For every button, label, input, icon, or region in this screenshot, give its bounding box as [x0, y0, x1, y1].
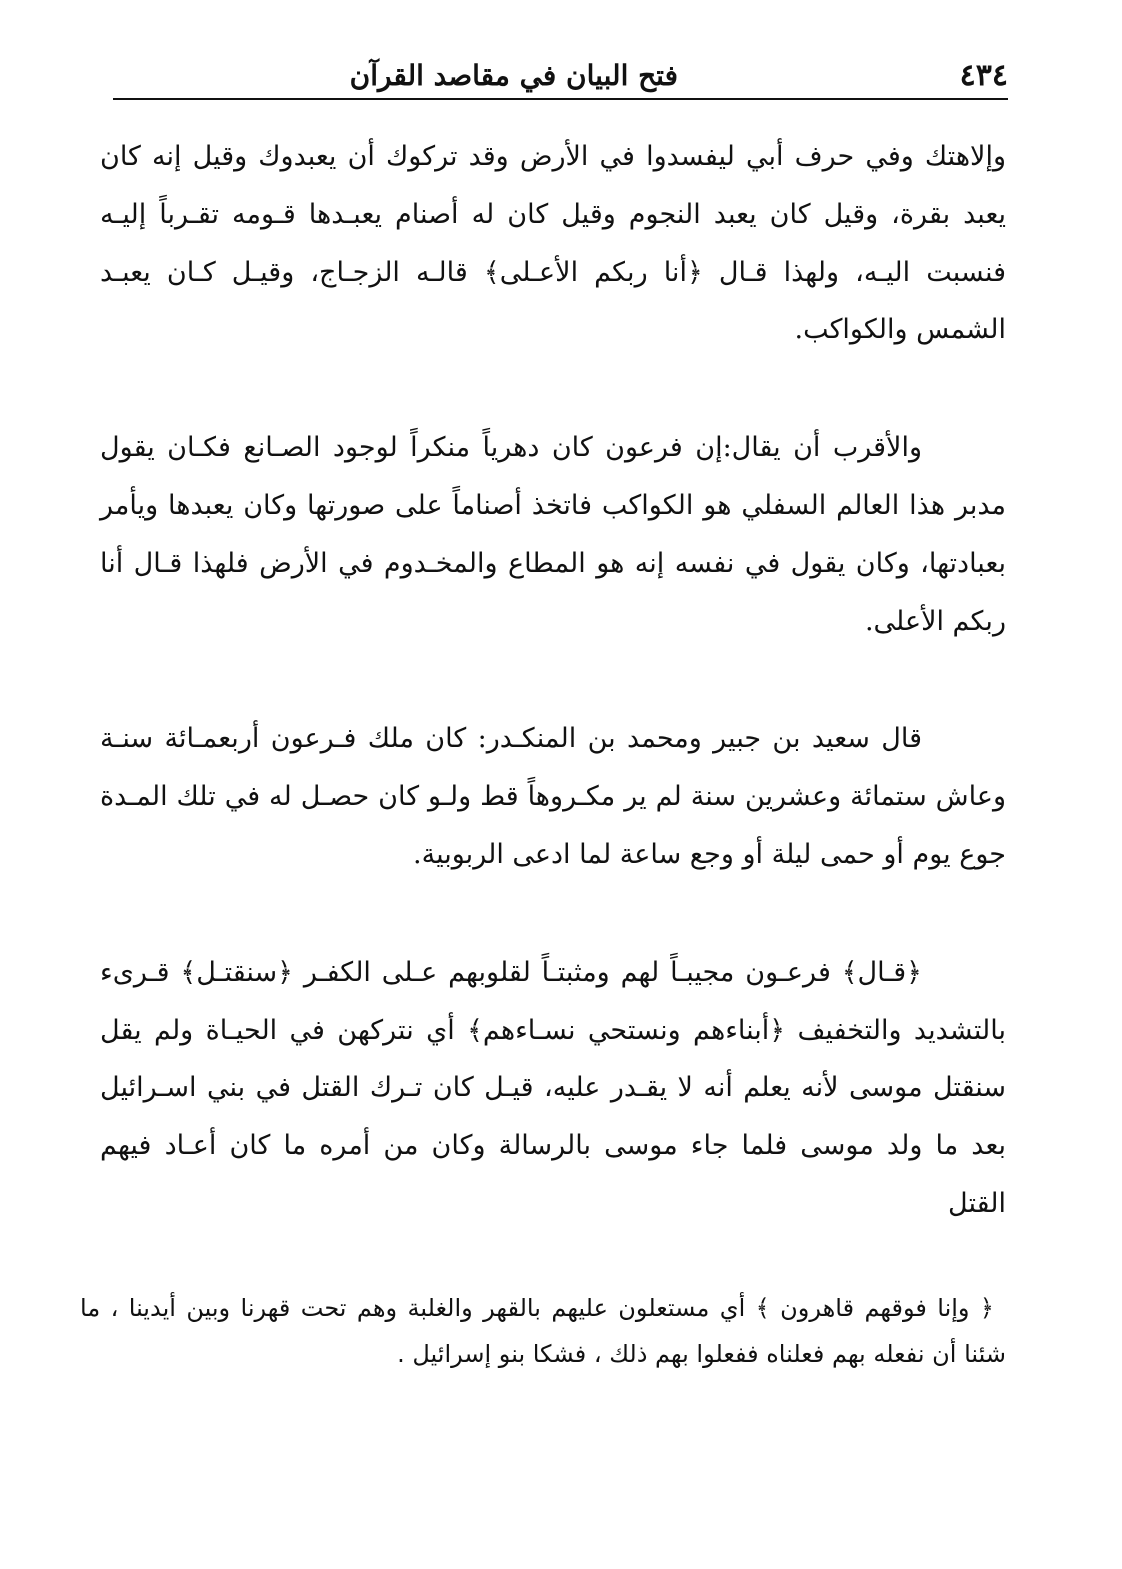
running-title: فتح البيان في مقاصد القرآن: [349, 59, 678, 92]
paragraph-4: ﴿قـال﴾ فرعـون مجيبـاً لهم ومثبتـاً لقلوبهم عـلى الكفـر ﴿سنقتـل﴾ قـرىء بالتشديد والتخفيف ﴿أبناءهم ونستحي نسـاءهم﴾ أي نتركهن في الحيـاة ولم يقل سنقتل موسى لأنه يعلم أنه لا يقـدر عليه، قيـل كان تـرك القتل في بني اسـرائيل بعد ما ولد موسى فلما جاء موسى بالرسالة وكان من أمره ما كان أعـاد فيهم القتل: [100, 956, 1006, 1219]
paragraph-2: والأقرب أن يقال:إن فرعون كان دهرياً منكراً لوجود الصـانع فكـان يقول مدبر هذا العالم السفلي هو الكواكب فاتخذ أصناماً على صورتها وكان يعبدها ويأمر بعبادتها، وكان يقول في نفسه إنه هو المطاع والمخـدوم في الأرض فلهذا قـال أنا ربكم الأعلى.: [100, 432, 1006, 637]
paragraph-3: قال سعيد بن جبير ومحمد بن المنكـدر: كان ملك فـرعون أربعمـائة سنـة وعاش ستمائة وعشرين سنة لم ير مكـروهاً قط ولـو كان حصـل له في تلك المـدة جوع يوم أو حمى ليلة أو وجع ساعة لما ادعى الربوبية.: [100, 723, 1006, 870]
paragraph-5: ﴿ وإنا فوقهم قاهرون ﴾ أي مستعلون عليهم بالقهر والغلبة وهم تحت قهرنا وبين أيدينا ، ما شئنا أن نفعله بهم فعلناه ففعلوا بهم ذلك ، فشكا بنو إسرائيل .: [80, 1293, 1006, 1368]
page-header: [113, 52, 1008, 98]
page-number: ٤٣٤: [959, 58, 1008, 93]
paragraph-1: وإلاهتك وفي حرف أبي ليفسدوا في الأرض وقد تركوك أن يعبدوك وقيل إنه كان يعبد بقرة، وقيل كان يعبد النجوم وقيل كان له أصنام يعبـدها قـومه تقـرباً إليـه فنسبت اليـه، ولهذا قـال ﴿أنا ربكم الأعـلى﴾ قالـه الزجـاج، وقيـل كـان يعبـد الشمس والكواكب.: [100, 141, 1006, 346]
header-divider: [113, 98, 1008, 100]
body-text: [80, 128, 1006, 1377]
